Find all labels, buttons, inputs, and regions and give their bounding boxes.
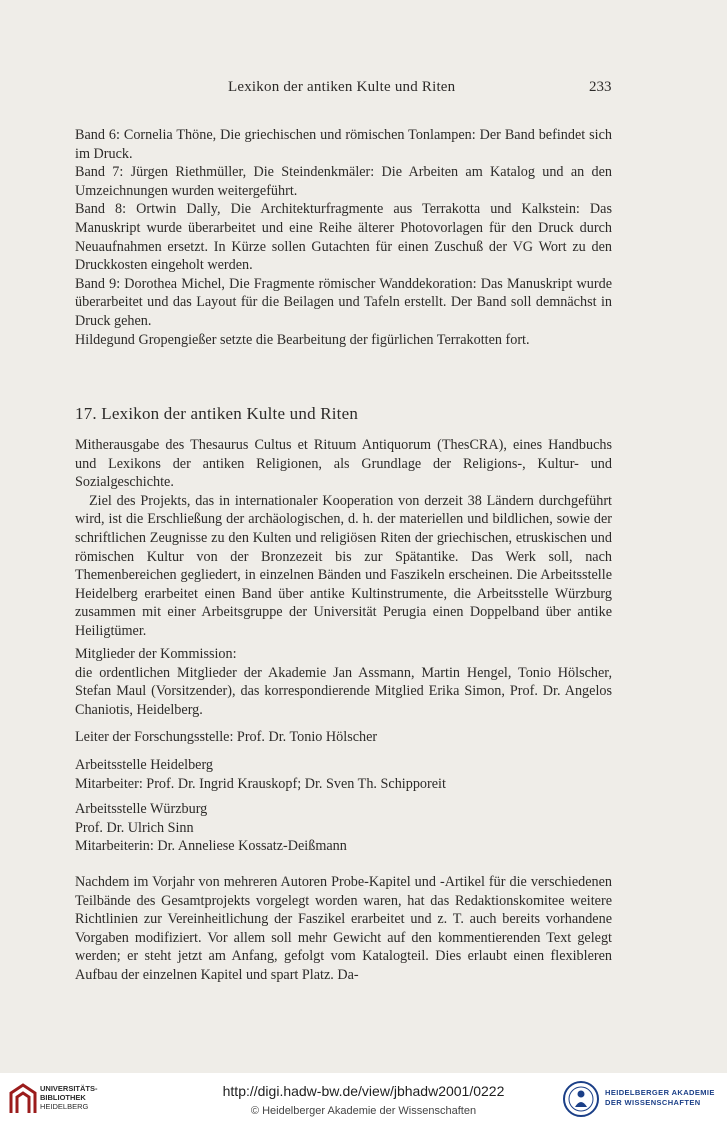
volume-entry-8: Band 8: Ortwin Dally, Die Architekturfragmente aus Terrakotta und Kalkstein: Das Manuskript wurde überarbeitet und eine Reihe älterer Photovorlagen für den Druck durch Neuaufnahmen ersetzt. In Kürze sollen Gutachten für einen Zuschuß der VG Wort zu den Druckkosten eingeholt werden. — [75, 201, 612, 274]
library-name: UNIVERSITÄTS- BIBLIOTHEK HEIDELBERG — [40, 1084, 98, 1111]
wuerzburg-staff: Mitarbeiterin: Dr. Anneliese Kossatz-Deißmann — [75, 838, 347, 855]
commission-block — [75, 645, 612, 719]
terracotta-note: Hildegund Gropengießer setzte die Bearbeitung der figürlichen Terrakotten fort. — [75, 331, 530, 348]
page-number: 233 — [589, 79, 612, 95]
academy-name: HEIDELBERGER AKADEMIE DER WISSENSCHAFTEN — [605, 1088, 715, 1107]
closing-block — [75, 873, 612, 985]
heidelberg-label: Arbeitsstelle Heidelberg — [75, 757, 214, 773]
wuerzburg-label: Arbeitsstelle Würzburg — [75, 801, 208, 817]
head-of-research: Leiter der Forschungsstelle: Prof. Dr. Tonio Hölscher — [75, 729, 378, 745]
heidelberg-office — [75, 756, 612, 793]
volume-entry-9: Band 9: Dorothea Michel, Die Fragmente römischer Wanddekoration: Das Manuskript wurde überarbeitet und das Layout für die Beilagen und Tafeln erstellt. Der Band soll demnächst in Druck gehen. — [75, 275, 612, 329]
commission-members: die ordentlichen Mitglieder der Akademie Jan Assmann, Martin Hengel, Tonio Hölscher, Stefan Maul (Vorsitzender), das korrespondierende Mitglied Erika Simon, Prof. Dr. Angelos Chaniotis, Heidelberg. — [75, 664, 612, 718]
copyright-notice: © Heidelberger Akademie der Wissenschaften — [250, 1105, 477, 1117]
closing-paragraph: Nachdem im Vorjahr von mehreren Autoren Probe-Kapitel und -Artikel für die verschiedenen Teilbände des Gesamtprojekts vorgelegt worden waren, hat das Redaktionskomitee weitere Richtlinien zur Vereinheitlichung der Faszikel erarbeitet und z. T. auch bereits vorhandene Vorgaben modifiziert. Vor allem soll mehr Gewicht auf den kommentierenden Text gelegt werden; er steht jetzt am Anfang, gefolgt vom Katalogteil. Dies erlaubt einen flexibleren Aufbau der einzelnen Kapitel und spart Platz. Da- — [75, 874, 612, 983]
commission-label: Mitglieder der Kommission: — [75, 646, 237, 662]
goal-paragraph: Ziel des Projekts, das in internationaler Kooperation von derzeit 38 Ländern durchgeführt wird, ist die Erschließung der archäologischen, d. h. der materiellen und bildlichen, sowie der schriftlichen Zeugnisse zu den Kulten und religiösen Riten der griechischen, etruskischen und römischen Kultur von der Bronzezeit bis zur Spätantike. Das Werk soll, nach Themenbereichen gegliedert, in einzelnen Bänden und Faszikeln erscheinen. Die Arbeitsstelle Heidelberg erarbeitet einen Band über antike Kultinstrumente, die Arbeitsstelle Würzburg zusammen mit einer Arbeitsgruppe der Universität Perugia einen Doppelband über antike Heiligtümer. — [75, 492, 612, 639]
wuerzburg-head: Prof. Dr. Ulrich Sinn — [75, 819, 194, 836]
permalink-url[interactable]: http://digi.hadw-bw.de/view/jbhadw2001/0222 — [222, 1083, 505, 1099]
wuerzburg-office — [75, 800, 612, 856]
volume-list — [75, 126, 612, 349]
intro-paragraph: Mitherausgabe des Thesaurus Cultus et Rituum Antiquorum (ThesCRA), eines Handbuchs und Lexikons der antiken Religionen, als Grundlage der Religions-, Kultur- und Sozialgeschichte. — [75, 437, 612, 491]
volume-entry-6: Band 6: Cornelia Thöne, Die griechischen und römischen Tonlampen: Der Band befindet sich im Druck. — [75, 127, 612, 162]
viewer-footer — [0, 1073, 727, 1125]
section-intro — [75, 436, 612, 641]
academy-seal-icon — [562, 1080, 600, 1118]
heidelberg-staff: Mitarbeiter: Prof. Dr. Ingrid Krauskopf; Dr. Sven Th. Schipporeit — [75, 775, 446, 792]
section-heading: 17. Lexikon der antiken Kulte und Riten — [75, 404, 359, 423]
volume-entry-7: Band 7: Jürgen Riethmüller, Die Steindenkmäler: Die Arbeiten am Katalog und an den Umzeichnungen wurden weitergeführt. — [75, 164, 612, 199]
running-title: Lexikon der antiken Kulte und Riten — [228, 79, 456, 95]
